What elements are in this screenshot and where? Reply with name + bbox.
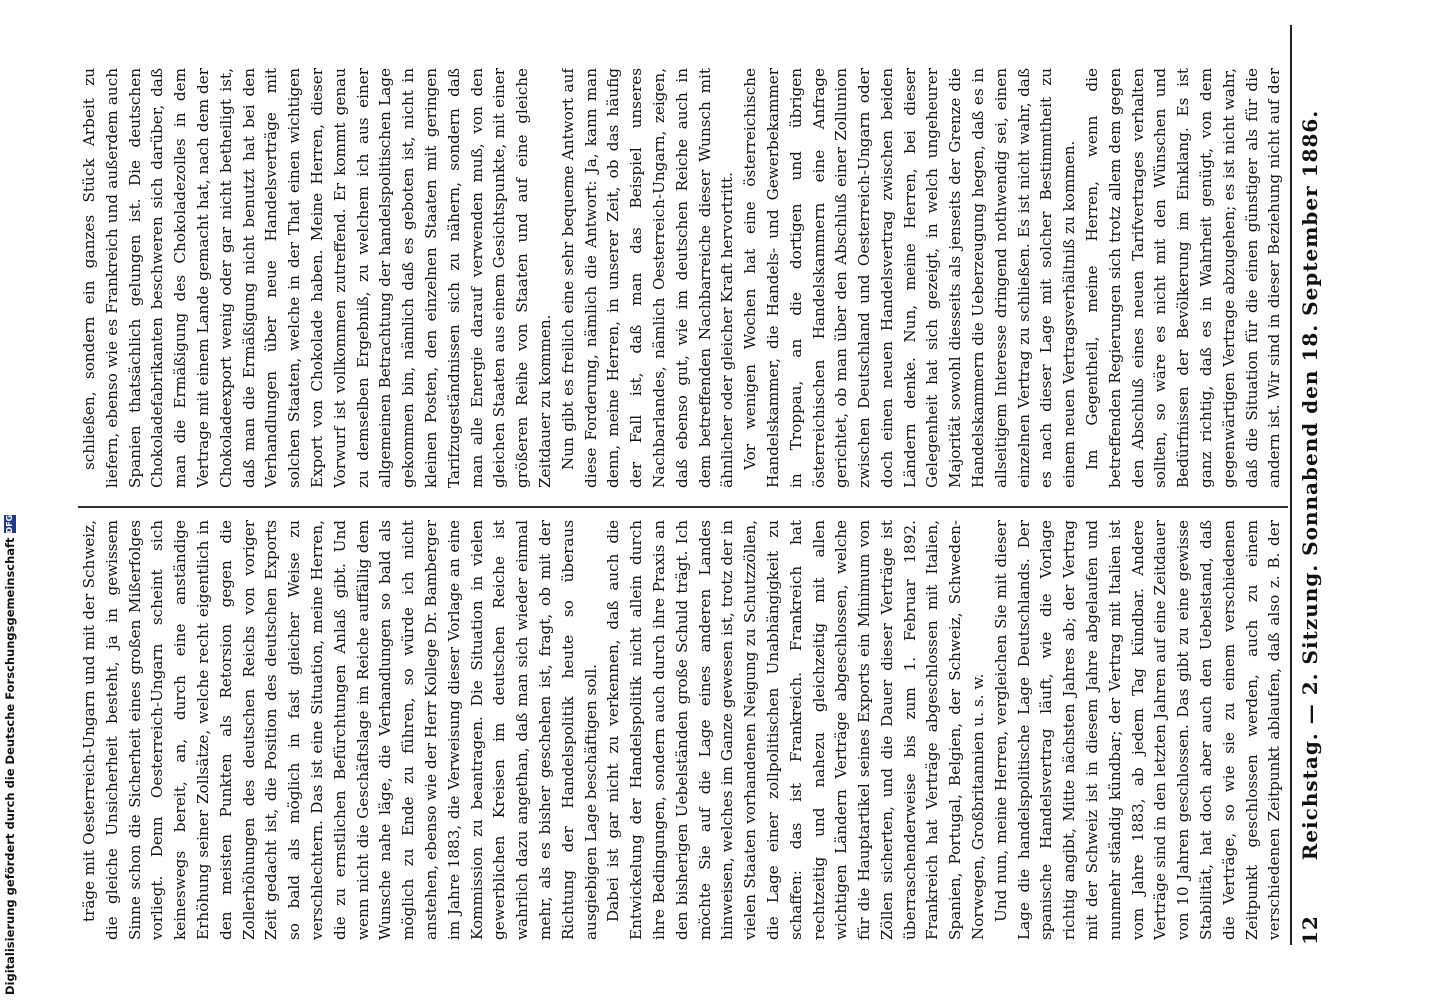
column-divider: [78, 506, 1288, 508]
page-number: 12: [1298, 915, 1322, 945]
paragraph: Dabei ist gar nicht zu verkennen, daß auch die Entwickelung der Handelspolitik nicht allein durch ihre Bedingungen, sondern auch durch ihre Praxis an den bisherigen Uebelständen große Schuld trägt. Ich möchte Sie auf die Lage eines anderen Landes hinweisen, welches im Ganze gewesen ist, trotz der in vielen Staaten vorhandenen Neigung zu Schutzzöllen, die Lage einer zollpolitischen Unabhängigkeit zu schaffen: das ist Frankreich. Frankreich hat rechtzeitig und nahezu gleichzeitig mit allen wichtigen Ländern Verträge abgeschlossen, welche für die Hauptartikel seines Exports ein Minimum von Zöllen sicherten, und die Dauer dieser Verträge ist überraschenderweise bis zum 1. Februar 1892. Frankreich hat Verträge abgeschlossen mit Italien, Spanien, Portugal, Belgien, der Schweiz, Schweden-Norwegen, Großbritannien u. s. w.: [604, 520, 988, 940]
text-column-right: [78, 68, 1286, 488]
digitization-note: [3, 515, 17, 995]
page-header: [1298, 25, 1326, 945]
dfg-logo-icon: DFG: [5, 514, 14, 534]
text-column-left: [78, 520, 1286, 940]
paragraph: schließen, sondern ein ganzes Stück Arbeit zu liefern, ebenso wie es Frankreich und außerdem auch Spanien thatsächlich gelungen ist. Die deutschen Chokoladefabrikanten beschweren sich darüber, daß man die Ermäßigung des Chokoladezolles in dem Vertrage mit einem Lande gemacht hat, nach dem der Chokoladeexport wenig oder gar nicht betheiligt ist, daß man die Ermäßigung nicht benutzt hat bei den Verhandlungen über neue Handelsverträge mit solchen Staaten, welche in der That einen wichtigen Export von Chokolade haben. Meine Herren, dieser Vorwurf ist vollkommen zutreffend. Er kommt genau zu demselben Ergebniß, zu welchem ich aus einer allgemeinen Betrachtung der handelspolitischen Lage gekommen bin, nämlich daß es geboten ist, nicht in kleinen Posten, den einzelnen Staaten mit geringen Tarifzugeständnissen sich zu nähern, sondern daß man alle Energie darauf verwenden muß, von den gleichen Staaten aus einem Gesichtspunkte, mit einer größeren Reihe von Staaten und auf eine gleiche Zeitdauer zu kommen.: [80, 68, 554, 488]
paragraph: Im Gegentheil, meine Herren, wenn die betreffenden Regierungen sich trotz allem dem gegen den Abschluß eines neuen Tarifvertrages verhalten sollten, so wäre es nicht mit den Wünschen und Bedürfnissen der Bevölkerung im Einklang. Es ist ganz richtig, daß es in Wahrheit genügt, von dem gegenwärtigen Vertrage abzugehen; es ist nicht wahr, daß die Situation für die einen günstiger als für die andern ist. Wir sind in dieser Beziehung nicht auf der: [1083, 68, 1284, 488]
paragraph: träge mit Oesterreich-Ungarn und mit der Schweiz, die gleiche Unsicherheit besteht, ja in gewissem Sinne schon die Sicherheit eines großen Mißerfolges vorliegt. Denn Oesterreich-Ungarn scheint sich keineswegs bereit, an, durch eine anständige Erhöhung seiner Zollsätze, welche recht eigentlich in den meisten Punkten als Retorsion gegen die Zollerhöhungen des deutschen Reichs von voriger Zeit gedacht ist, die Position des deutschen Exports so bald als möglich in fast gleicher Weise zu verschlechtern. Das ist eine Situation, meine Herren, die zu ernstlichen Befürchtungen Anlaß gibt. Und wenn nicht die Geschäftslage im Reiche auffällig dem Wunsche nahe läge, die Verhandlungen so bald als möglich zu Ende zu führen, so würde ich nicht anstehen, ebenso wie der Herr Kollege Dr. Bamberger im Jahre 1883, die Verweisung dieser Vorlage an eine Kommission zu beantragen. Die Situation in vielen gewerblichen Kreisen im deutschen Reiche ist wahrlich dazu angethan, daß man sich wieder einmal mehr, als es bisher geschehen ist, fragt, ob mit der Richtung der Handelspolitik heute so überaus ausgiebigen Lage beschäftigen soll.: [80, 520, 600, 940]
paragraph: Und nun, meine Herren, vergleichen Sie mit dieser Lage die handelspolitische Lage Deutschlands. Der spanische Handelsvertrag läuft, wie die Vorlage richtig angibt, Mitte nächsten Jahres ab; der Vertrag mit der Schweiz ist in diesem Jahre abgelaufen und nunmehr ständig kündbar; der Vertrag mit Italien ist vom Jahre 1883, ab jedem Tag kündbar. Andere Verträge sind in den letzten Jahren auf eine Zeitdauer von 10 Jahren geschlossen. Das gibt zu eine gewisse Stabilität, hat doch aber auch den Uebelstand, daß die Verträge, so wie sie zu einem verschiedenen Zeitpunkt geschlossen werden, auch zu einem verschiedenen Zeitpunkt ablaufen, daß also z. B. der: [991, 520, 1284, 940]
digitization-note-text: Digitalisierung gefördert durch die Deutsche Forschungsgemeinschaft: [3, 537, 17, 995]
page-title: Reichstag. — 2. Sitzung. Sonnabend den 18. September 1886.: [1298, 109, 1322, 861]
paragraph: Nun gibt es freilich eine sehr bequeme Antwort auf diese Forderung, nämlich die Antwort: Ja, kann man denn, meine Herren, in unserer Zeit, ob das häufig der Fall ist, daß man das Beispiel unseres Nachbarlandes, nämlich Oesterreich-Ungarn, zeigen, daß ebenso gut, wie im deutschen Reiche auch in dem betreffenden Nachbarreiche dieser Wunsch mit ähnlicher oder gleicher Kraft hervortritt.: [558, 68, 737, 488]
digitization-note-strip: [0, 0, 24, 1000]
header-rule: [1290, 25, 1292, 945]
paragraph: Vor wenigen Wochen hat eine österreichische Handelskammer, die Handels- und Gewerbekammer in Troppau, an die dortigen und übrigen österreichischen Handelskammern eine Anfrage gerichtet, ob man über den Abschluß einer Zollunion zwischen Deutschland und Oesterreich-Ungarn oder doch einen neuen Handelsvertrag zwischen beiden Ländern denke. Nun, meine Herren, bei dieser Gelegenheit hat sich gezeigt, in welch ungeheurer Majorität sowohl diesseits als jenseits der Grenze die Handelskammern die Ueberzeugung hegen, daß es in allseitigem Interesse dringend nothwendig sei, einen einzelnen Vertrag zu schließen. Es ist nicht wahr, daß es nach dieser Lage mit solcher Bestimmtheit zu einem neuen Vertragsverhältniß zu kommen.: [741, 68, 1079, 488]
